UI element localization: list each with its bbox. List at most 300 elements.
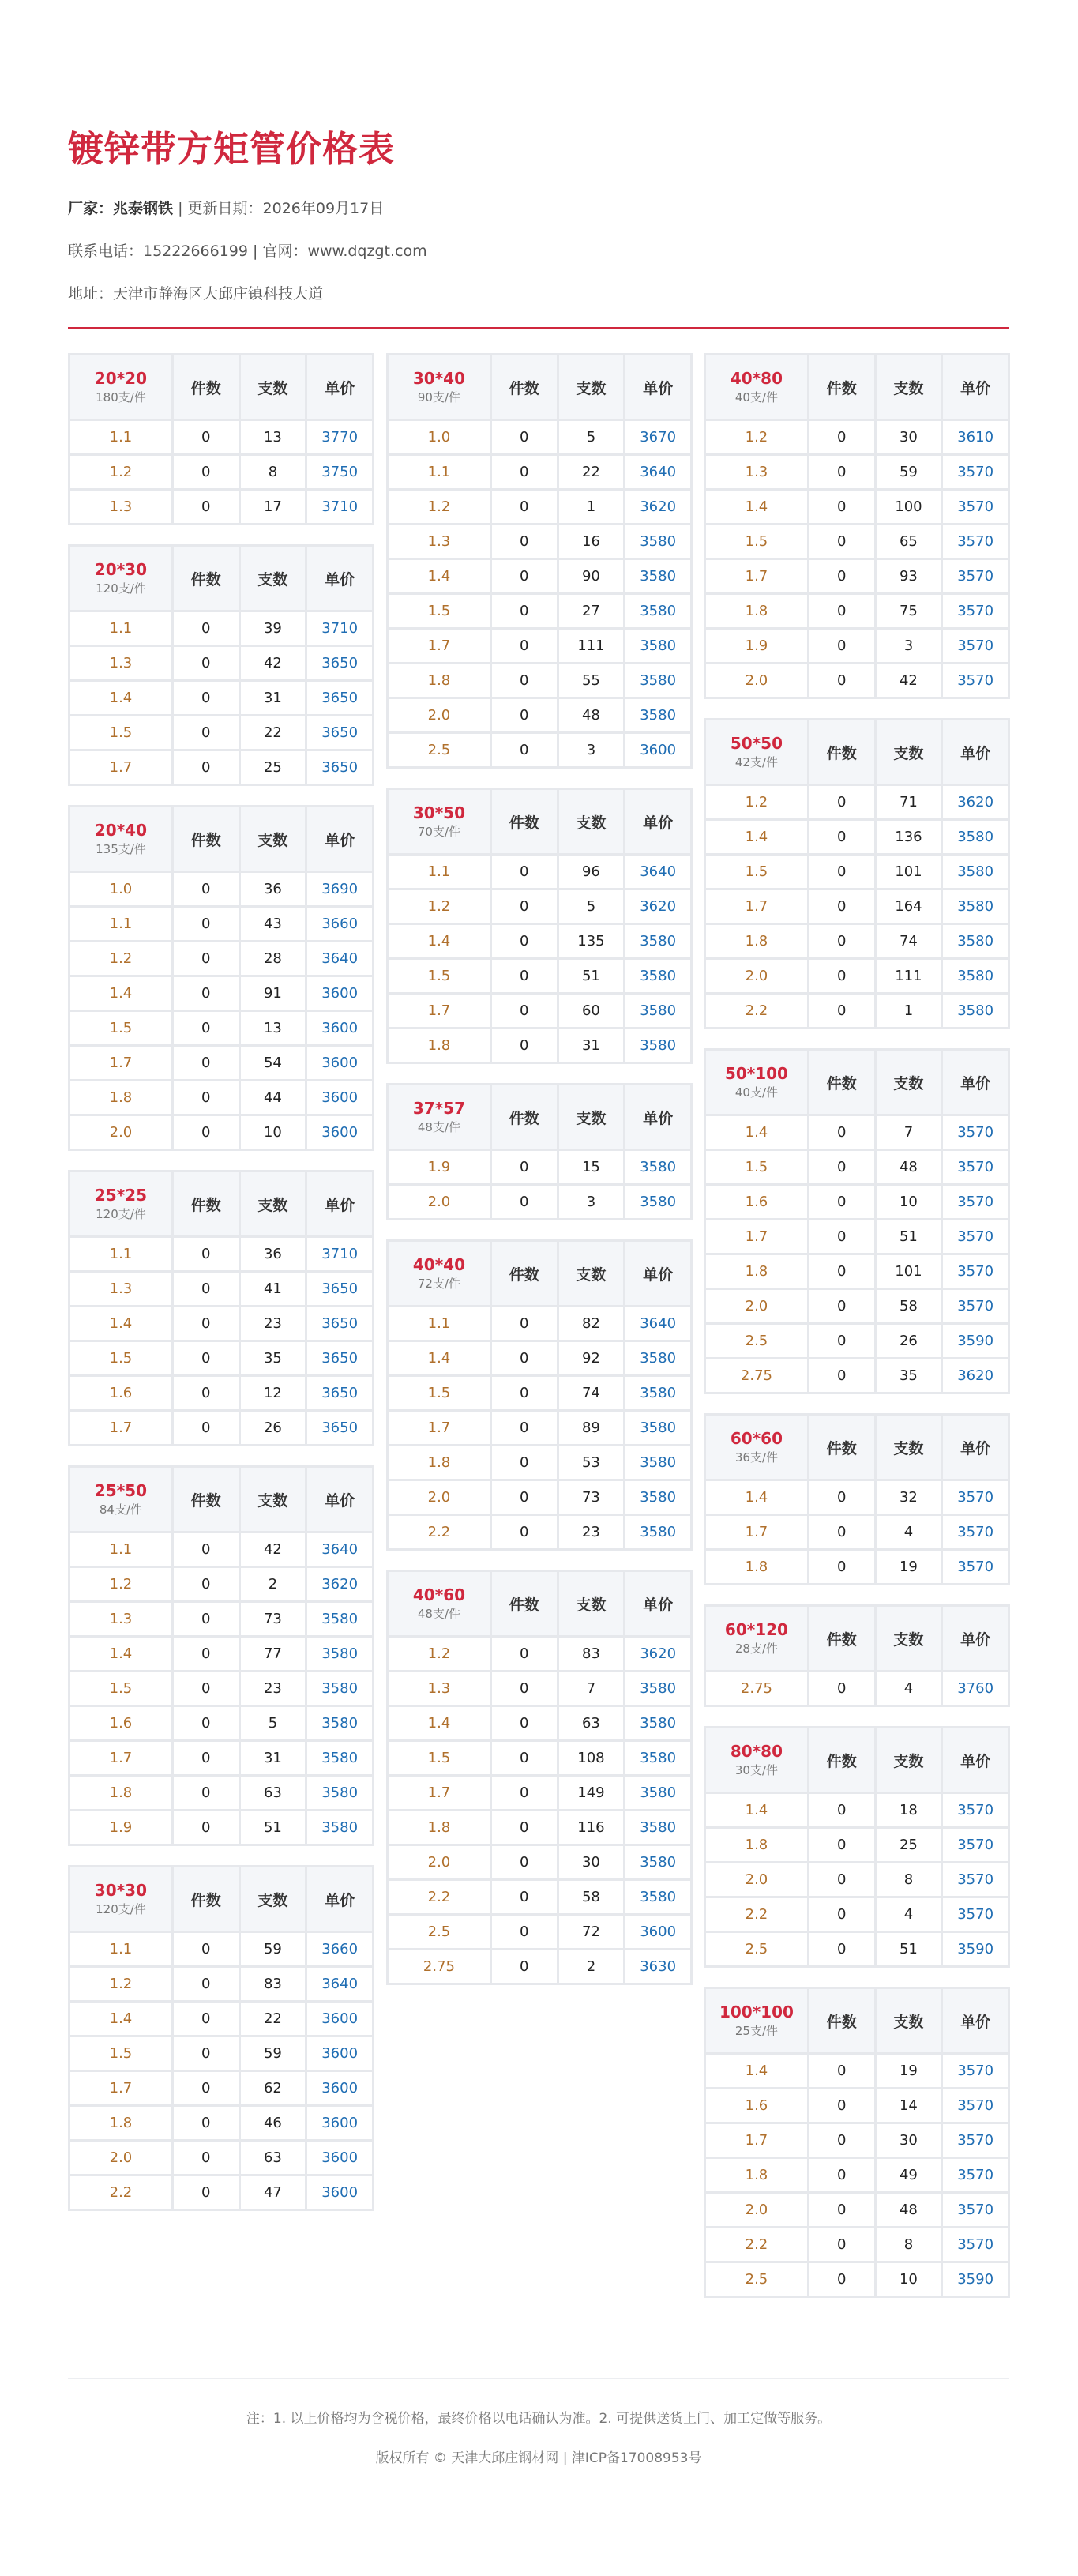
pieces-per-bundle: 48支/件 [417,1120,461,1134]
price-table [68,544,374,786]
table-row [705,1672,1009,1706]
count-cell: 82 [558,1307,625,1341]
count-cell: 28 [239,942,306,976]
qty-cell: 0 [172,1706,239,1741]
thickness-cell: 1.0 [388,420,491,455]
thickness-cell: 1.9 [69,1811,173,1845]
table-row [705,420,1009,455]
qty-cell: 0 [490,855,558,889]
qty-cell: 0 [490,733,558,768]
qty-cell: 0 [808,1828,875,1863]
qty-cell: 0 [808,1115,875,1150]
table-row [705,455,1009,490]
count-cell: 58 [875,1289,942,1324]
count-cell: 63 [558,1706,625,1741]
count-cell: 31 [239,1741,306,1776]
thickness-cell: 1.9 [388,1150,491,1185]
thickness-cell: 1.5 [388,1741,491,1776]
qty-cell: 0 [490,1637,558,1672]
count-cell: 3 [558,733,625,768]
qty-cell: 0 [808,1793,875,1828]
qty-cell: 0 [490,490,558,525]
count-header: 支数 [875,1606,942,1672]
footer-note: 注：1. 以上价格均为含税价格，最终价格以电话确认为准。2. 可提供送货上门、加工定做等服务。 [246,2411,832,2427]
table-header-row [388,1085,692,1150]
pieces-per-bundle: 40支/件 [734,1085,779,1100]
spec-name: 40*60 [412,1585,466,1604]
table-row [705,1932,1009,1967]
table-row [69,1341,374,1376]
thickness-cell: 2.0 [388,1845,491,1880]
thickness-cell: 1.4 [705,1480,809,1515]
price-header: 单价 [625,355,692,420]
count-cell: 16 [558,525,625,559]
table-row [388,1515,692,1550]
count-cell: 12 [239,1376,306,1411]
thickness-cell: 1.7 [705,889,809,924]
count-cell: 30 [875,420,942,455]
qty-cell: 0 [808,1359,875,1393]
price-header: 单价 [942,1606,1009,1672]
price-cell: 3570 [942,1480,1009,1515]
count-header: 支数 [875,1728,942,1793]
price-cell: 3570 [942,2089,1009,2123]
count-cell: 5 [558,420,625,455]
qty-cell: 0 [808,924,875,959]
count-cell: 72 [558,1915,625,1950]
count-cell: 44 [239,1081,306,1115]
count-cell: 2 [239,1567,306,1602]
price-header: 单价 [306,1171,374,1237]
price-cell: 3570 [942,455,1009,490]
count-cell: 5 [239,1706,306,1741]
pieces-per-bundle: 42支/件 [734,755,779,769]
thickness-cell: 1.7 [705,1220,809,1254]
contact-line: 联系电话：15222666199 | 官网：www.dqzgt.com [68,243,427,260]
qty-cell: 0 [490,1480,558,1515]
price-cell: 3580 [625,1845,692,1880]
count-cell: 47 [239,2175,306,2210]
qty-cell: 0 [490,994,558,1029]
count-cell: 48 [558,698,625,733]
table-row [705,855,1009,889]
price-cell: 3580 [625,1150,692,1185]
qty-header: 件数 [172,1171,239,1237]
count-cell: 42 [239,646,306,681]
price-cell: 3580 [625,1741,692,1776]
table-row [388,525,692,559]
qty-cell: 0 [808,855,875,889]
table-row [705,664,1009,698]
count-header: 支数 [875,1415,942,1480]
qty-cell: 0 [808,525,875,559]
table-row [69,976,374,1011]
price-cell: 3710 [306,490,374,525]
price-table [68,805,374,1151]
qty-cell: 0 [490,1776,558,1811]
table-header-row [705,1988,1009,2054]
price-cell: 3650 [306,750,374,785]
thickness-cell: 1.1 [388,1307,491,1341]
thickness-cell: 1.2 [388,1637,491,1672]
price-cell: 3580 [625,1341,692,1376]
count-cell: 73 [558,1480,625,1515]
table-row [388,1480,692,1515]
qty-cell: 0 [172,1115,239,1150]
thickness-cell: 1.8 [705,924,809,959]
thickness-cell: 1.2 [388,889,491,924]
qty-cell: 0 [172,611,239,646]
qty-header: 件数 [490,789,558,855]
thickness-cell: 1.7 [69,1411,173,1446]
price-header: 单价 [306,355,374,420]
thickness-cell: 2.0 [69,2141,173,2175]
price-table [704,1726,1010,1968]
spec-name: 60*120 [724,1620,788,1639]
spec-name: 40*80 [730,369,783,388]
count-cell: 51 [558,959,625,994]
qty-cell: 0 [490,1411,558,1446]
price-cell: 3570 [942,525,1009,559]
price-header: 单价 [942,1728,1009,1793]
thickness-cell: 2.0 [388,698,491,733]
count-cell: 23 [239,1672,306,1706]
price-cell: 3580 [625,1706,692,1741]
qty-cell: 0 [808,1254,875,1289]
maker-label: 厂家： [68,200,114,217]
table-row [388,594,692,629]
thickness-cell: 1.8 [705,594,809,629]
pieces-per-bundle: 48支/件 [417,1607,461,1621]
price-cell: 3620 [306,1567,374,1602]
price-table [704,1987,1010,2298]
price-cell: 3660 [306,907,374,942]
thickness-cell: 2.0 [705,1863,809,1897]
table-header-row [705,1050,1009,1115]
thickness-cell: 1.8 [705,1828,809,1863]
price-cell: 3570 [942,1254,1009,1289]
price-header: 单价 [306,546,374,611]
count-header: 支数 [875,1050,942,1115]
table-row [705,1828,1009,1863]
price-cell: 3580 [625,698,692,733]
thickness-cell: 2.2 [705,2228,809,2262]
count-cell: 1 [875,994,942,1029]
pieces-per-bundle: 36支/件 [734,1450,779,1465]
thickness-cell: 1.2 [388,490,491,525]
count-cell: 63 [239,2141,306,2175]
thickness-cell: 1.4 [705,1793,809,1828]
count-cell: 25 [875,1828,942,1863]
qty-cell: 0 [808,1150,875,1185]
spec-cell [705,1050,809,1115]
qty-cell: 0 [808,420,875,455]
price-cell: 3630 [625,1950,692,1984]
table-header-row [69,807,374,872]
table-row [69,1967,374,2002]
qty-cell: 0 [490,1150,558,1185]
price-cell: 3580 [625,924,692,959]
price-cell: 3570 [942,1515,1009,1550]
price-cell: 3620 [625,490,692,525]
price-cell: 3590 [942,2262,1009,2297]
spec-name: 30*30 [94,1881,148,1900]
qty-cell: 0 [808,785,875,820]
thickness-cell: 1.4 [705,1115,809,1150]
price-cell: 3610 [942,420,1009,455]
count-cell: 4 [875,1515,942,1550]
qty-header: 件数 [808,1050,875,1115]
thickness-cell: 1.4 [69,2002,173,2036]
price-cell: 3580 [625,959,692,994]
count-cell: 39 [239,611,306,646]
table-row [388,1672,692,1706]
count-header: 支数 [558,1571,625,1637]
price-cell: 3590 [942,1932,1009,1967]
table-row [705,959,1009,994]
count-cell: 22 [558,455,625,490]
qty-cell: 0 [172,2106,239,2141]
qty-cell: 0 [808,1480,875,1515]
table-row [388,490,692,525]
table-row [69,1081,374,1115]
qty-cell: 0 [172,1237,239,1272]
qty-cell: 0 [490,889,558,924]
thickness-cell: 1.4 [69,681,173,716]
update-date: | 更新日期：2026年09月17日 [178,200,385,217]
count-cell: 59 [239,1932,306,1967]
spec-cell [69,807,173,872]
price-cell: 3580 [942,994,1009,1029]
count-cell: 63 [239,1776,306,1811]
spec-name: 20*20 [94,369,148,388]
qty-cell: 0 [172,2175,239,2210]
qty-cell: 0 [172,646,239,681]
table-row [69,420,374,455]
price-cell: 3650 [306,1376,374,1411]
price-table [386,1083,693,1220]
price-cell: 3770 [306,420,374,455]
count-cell: 42 [875,664,942,698]
price-table [386,1239,693,1551]
qty-cell: 0 [172,2141,239,2175]
thickness-cell: 2.5 [705,2262,809,2297]
spec-cell [388,1085,491,1150]
count-cell: 17 [239,490,306,525]
qty-header: 件数 [808,1988,875,2054]
count-cell: 74 [875,924,942,959]
price-cell: 3650 [306,1307,374,1341]
qty-cell: 0 [490,1880,558,1915]
table-row [388,420,692,455]
count-cell: 35 [239,1341,306,1376]
qty-cell: 0 [808,490,875,525]
table-row [388,1029,692,1063]
spec-name: 50*100 [724,1064,788,1083]
thickness-cell: 2.0 [705,664,809,698]
price-cell: 3580 [625,525,692,559]
qty-header: 件数 [172,807,239,872]
thickness-cell: 2.2 [69,2175,173,2210]
price-cell: 3580 [625,1480,692,1515]
qty-header: 件数 [808,355,875,420]
thickness-cell: 2.2 [705,994,809,1029]
thickness-cell: 1.7 [705,559,809,594]
qty-cell: 0 [808,2054,875,2089]
price-cell: 3710 [306,611,374,646]
thickness-cell: 1.7 [69,1046,173,1081]
count-header: 支数 [239,807,306,872]
thickness-cell: 1.3 [388,525,491,559]
price-table [704,1413,1010,1585]
thickness-cell: 1.7 [69,750,173,785]
count-cell: 135 [558,924,625,959]
price-table [386,1570,693,1985]
qty-header: 件数 [490,355,558,420]
count-cell: 7 [558,1672,625,1706]
price-cell: 3640 [306,942,374,976]
qty-cell: 0 [490,1376,558,1411]
qty-cell: 0 [808,2262,875,2297]
price-cell: 3710 [306,1237,374,1272]
price-header: 单价 [625,1571,692,1637]
count-header: 支数 [558,1085,625,1150]
qty-cell: 0 [490,455,558,490]
price-cell: 3570 [942,1897,1009,1932]
qty-cell: 0 [808,1863,875,1897]
table-row [705,1359,1009,1393]
price-cell: 3600 [306,1115,374,1150]
thickness-cell: 2.5 [388,733,491,768]
qty-cell: 0 [490,420,558,455]
table-row [388,1845,692,1880]
count-cell: 10 [875,2262,942,2297]
qty-header: 件数 [172,546,239,611]
thickness-cell: 1.6 [705,2089,809,2123]
price-cell: 3580 [625,1672,692,1706]
count-cell: 55 [558,664,625,698]
count-cell: 83 [239,1967,306,2002]
table-row [705,1480,1009,1515]
table-header-row [69,355,374,420]
table-row [69,1811,374,1845]
price-cell: 3620 [625,889,692,924]
count-cell: 7 [875,1115,942,1150]
price-table [704,353,1010,699]
qty-cell: 0 [808,889,875,924]
thickness-cell: 1.1 [69,1532,173,1567]
price-cell: 3600 [306,1046,374,1081]
pieces-per-bundle: 28支/件 [734,1641,779,1656]
qty-header: 件数 [172,1867,239,1932]
price-cell: 3600 [306,976,374,1011]
table-row [388,1915,692,1950]
table-header-row [705,1415,1009,1480]
thickness-cell: 1.4 [705,820,809,855]
count-cell: 58 [558,1880,625,1915]
thickness-cell: 1.5 [705,855,809,889]
count-cell: 36 [239,872,306,907]
count-header: 支数 [239,546,306,611]
price-cell: 3580 [625,1515,692,1550]
spec-cell [388,1571,491,1637]
table-row [69,1932,374,1967]
count-cell: 13 [239,420,306,455]
thickness-cell: 2.0 [705,1289,809,1324]
price-cell: 3580 [306,1637,374,1672]
thickness-cell: 2.2 [388,1880,491,1915]
count-header: 支数 [558,355,625,420]
thickness-cell: 1.5 [69,1011,173,1046]
count-cell: 46 [239,2106,306,2141]
price-header: 单价 [306,1867,374,1932]
qty-cell: 0 [808,820,875,855]
table-row [388,559,692,594]
thickness-cell: 1.5 [705,1150,809,1185]
count-cell: 4 [875,1672,942,1706]
price-cell: 3650 [306,681,374,716]
count-cell: 10 [239,1115,306,1150]
count-cell: 26 [875,1324,942,1359]
price-cell: 3570 [942,1793,1009,1828]
table-row [388,1776,692,1811]
thickness-cell: 1.1 [69,420,173,455]
qty-cell: 0 [172,1046,239,1081]
table-row [388,733,692,768]
table-row [388,1706,692,1741]
count-cell: 15 [558,1150,625,1185]
spec-name: 20*30 [94,560,148,579]
price-cell: 3580 [625,1880,692,1915]
qty-cell: 0 [490,1672,558,1706]
thickness-cell: 2.0 [69,1115,173,1150]
count-cell: 136 [875,820,942,855]
table-row [705,1793,1009,1828]
pieces-per-bundle: 70支/件 [417,825,461,839]
spec-cell [69,1867,173,1932]
price-cell: 3650 [306,1341,374,1376]
table-row [388,1811,692,1845]
qty-cell: 0 [172,1011,239,1046]
price-cell: 3580 [625,594,692,629]
table-row [705,1254,1009,1289]
table-row [388,455,692,490]
table-header-row [69,546,374,611]
table-row [69,750,374,785]
count-cell: 71 [875,785,942,820]
table-row [69,1237,374,1272]
qty-cell: 0 [490,1515,558,1550]
qty-header: 件数 [172,355,239,420]
price-cell: 3580 [306,1602,374,1637]
thickness-cell: 1.4 [69,1307,173,1341]
table-row [705,924,1009,959]
qty-cell: 0 [490,1185,558,1220]
count-cell: 4 [875,1897,942,1932]
count-cell: 23 [558,1515,625,1550]
price-cell: 3600 [306,2141,374,2175]
qty-cell: 0 [490,559,558,594]
thickness-cell: 1.3 [69,490,173,525]
price-cell: 3620 [625,1637,692,1672]
table-row [69,1672,374,1706]
price-cell: 3570 [942,1828,1009,1863]
thickness-cell: 2.75 [388,1950,491,1984]
thickness-cell: 1.5 [388,1376,491,1411]
qty-cell: 0 [172,1567,239,1602]
table-row [705,889,1009,924]
price-cell: 3570 [942,1863,1009,1897]
